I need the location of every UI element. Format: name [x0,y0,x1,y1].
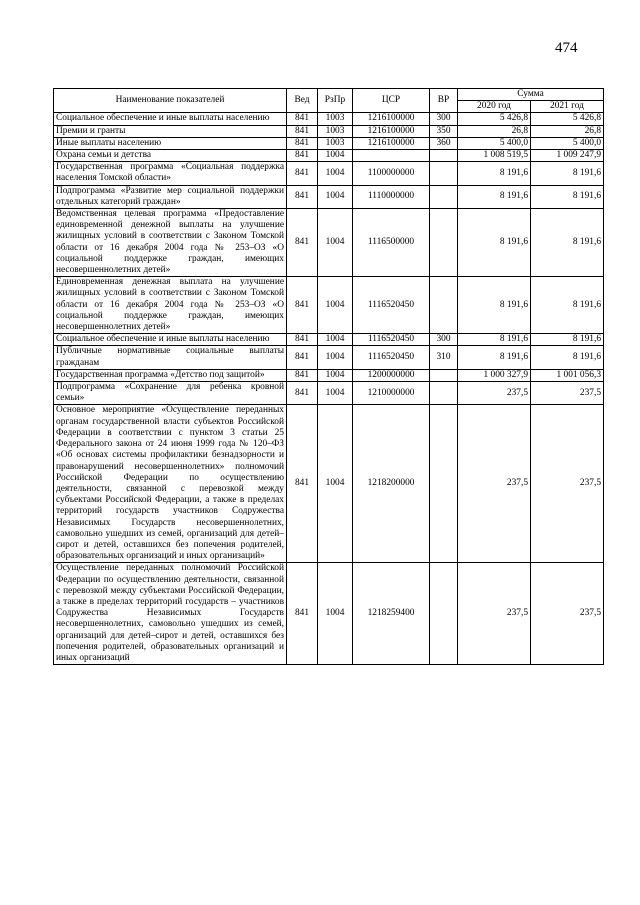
cell-name: Премии и гранты [54,125,287,137]
cell-name: Подпрограмма «Развитие мер социальной поддержки отдельных категорий граждан» [54,185,287,208]
table-row [54,209,604,277]
cell-name: Иные выплаты населению [54,137,287,149]
cell-csr: 1100000000 [353,162,430,185]
cell-ved: 841 [287,382,318,405]
cell-csr: 1218259400 [353,563,430,665]
cell-csr: 1116500000 [353,209,430,277]
cell-csr: 1116520450 [353,346,430,369]
cell-vr [430,209,458,277]
table-row [54,150,604,162]
cell-2020: 8 191,6 [458,185,531,208]
cell-ved: 841 [287,334,318,346]
cell-rzpr: 1003 [318,137,353,149]
header-csr: ЦСР [353,89,430,113]
cell-ved: 841 [287,563,318,665]
cell-name: Государственная программа «Детство под защитой» [54,369,287,381]
cell-csr: 1110000000 [353,185,430,208]
cell-csr: 1216100000 [353,137,430,149]
cell-2021: 1 001 056,3 [531,369,604,381]
cell-csr: 1218200000 [353,405,430,563]
cell-name: Социальное обеспечение и иные выплаты населению [54,113,287,125]
cell-csr: 1216100000 [353,125,430,137]
cell-2020: 26,8 [458,125,531,137]
header-2021: 2021 год [531,101,604,113]
cell-rzpr: 1004 [318,346,353,369]
cell-name: Основное мероприятие «Осуществление переданных органам государственной власти субъектов Российской Федерации в соответствии с пунктом 3 статьи 25 Федерального закона от 24 июня 1999 года № 120–ФЗ «Об основах системы профилактики безнадзорности и правонарушений несовершеннолетних» полномочий Российской Федерации по осуществлению деятельности, связанной с перевозкой между субъектами Российской Федерации, а также в пределах территорий государств участников Содружества Независимых Государств несовершеннолетних, самовольно ушедших из семей, организаций для детей–сирот и детей, оставшихся без попечения родителей, образовательных организаций и иных организаций» [54,405,287,563]
cell-name: Осуществление переданных полномочий Российской Федерации по осуществлению деятельности, связанной с перевозкой между субъектами Российской Федерации, а также в пределах территорий государств – участников Содружества Независимых Государств несовершеннолетних, самовольно ушедших из семей, организаций для детей–сирот и детей, оставшихся без попечения родителей, образовательных организаций и иных организаций [54,563,287,665]
cell-2021: 8 191,6 [531,209,604,277]
budget-table [53,88,604,665]
header-2020: 2020 год [458,101,531,113]
cell-rzpr: 1004 [318,150,353,162]
cell-2020: 8 191,6 [458,346,531,369]
header-name: Наименование показателей [54,89,287,113]
cell-2021: 5 426,8 [531,113,604,125]
table-row [54,185,604,208]
cell-ved: 841 [287,405,318,563]
cell-ved: 841 [287,185,318,208]
cell-name: Единовременная денежная выплата на улучшение жилищных условий в соответствии с Законом Томской области от 16 декабря 2004 года № 253–ОЗ «О социальной поддержке граждан, имеющих несовершеннолетних детей» [54,277,287,334]
cell-2020: 5 400,0 [458,137,531,149]
table-row [54,277,604,334]
cell-vr [430,369,458,381]
header-sum: Сумма [458,89,604,101]
cell-2020: 8 191,6 [458,277,531,334]
cell-rzpr: 1003 [318,125,353,137]
cell-2021: 26,8 [531,125,604,137]
header-ved: Вед [287,89,318,113]
cell-2020: 237,5 [458,405,531,563]
cell-2021: 8 191,6 [531,185,604,208]
cell-rzpr: 1003 [318,113,353,125]
cell-2021: 237,5 [531,382,604,405]
cell-ved: 841 [287,150,318,162]
cell-rzpr: 1004 [318,277,353,334]
table-row [54,162,604,185]
cell-2020: 1 008 519,5 [458,150,531,162]
cell-2021: 237,5 [531,405,604,563]
cell-vr: 310 [430,346,458,369]
cell-rzpr: 1004 [318,382,353,405]
table-row [54,113,604,125]
cell-ved: 841 [287,137,318,149]
cell-ved: 841 [287,162,318,185]
table-row [54,334,604,346]
cell-vr [430,382,458,405]
cell-csr: 1116520450 [353,277,430,334]
header-row [54,89,604,101]
cell-name: Государственная программа «Социальная поддержка населения Томской области» [54,162,287,185]
cell-csr [353,150,430,162]
cell-2020: 8 191,6 [458,334,531,346]
cell-vr: 360 [430,137,458,149]
cell-rzpr: 1004 [318,405,353,563]
table-row [54,369,604,381]
table-row [54,563,604,665]
table-row [54,382,604,405]
cell-rzpr: 1004 [318,563,353,665]
header-vr: ВР [430,89,458,113]
cell-vr [430,277,458,334]
cell-ved: 841 [287,125,318,137]
cell-2021: 237,5 [531,563,604,665]
cell-csr: 1210000000 [353,382,430,405]
cell-ved: 841 [287,209,318,277]
cell-ved: 841 [287,369,318,381]
cell-name: Подпрограмма «Сохранение для ребенка кровной семьи» [54,382,287,405]
cell-2020: 1 000 327,9 [458,369,531,381]
cell-2021: 5 400,0 [531,137,604,149]
cell-csr: 1116520450 [353,334,430,346]
cell-rzpr: 1004 [318,209,353,277]
cell-vr [430,150,458,162]
table-row [54,137,604,149]
cell-vr: 350 [430,125,458,137]
header-rzpr: РзПр [318,89,353,113]
cell-vr [430,563,458,665]
cell-2021: 8 191,6 [531,162,604,185]
cell-2021: 8 191,6 [531,346,604,369]
cell-2020: 8 191,6 [458,209,531,277]
page-number: 474 [555,40,578,56]
table-row [54,346,604,369]
cell-name: Социальное обеспечение и иные выплаты населению [54,334,287,346]
cell-2020: 5 426,8 [458,113,531,125]
cell-vr: 300 [430,113,458,125]
cell-csr: 1216100000 [353,113,430,125]
table-row [54,125,604,137]
cell-vr [430,185,458,208]
table-body [54,113,604,665]
cell-ved: 841 [287,346,318,369]
cell-2020: 237,5 [458,563,531,665]
cell-2020: 237,5 [458,382,531,405]
cell-2021: 8 191,6 [531,277,604,334]
cell-vr [430,405,458,563]
cell-2021: 8 191,6 [531,334,604,346]
cell-name: Публичные нормативные социальные выплаты гражданам [54,346,287,369]
cell-vr: 300 [430,334,458,346]
cell-name: Охрана семьи и детства [54,150,287,162]
table-row [54,405,604,563]
cell-ved: 841 [287,113,318,125]
cell-csr: 1200000000 [353,369,430,381]
cell-2021: 1 009 247,9 [531,150,604,162]
cell-rzpr: 1004 [318,162,353,185]
cell-rzpr: 1004 [318,369,353,381]
cell-name: Ведомственная целевая программа «Предоставление единовременной денежной выплаты на улучшение жилищных условий в соответствии с Законом Томской области от 16 декабря 2004 года № 253–ОЗ «О социальной поддержке граждан, имеющих несовершеннолетних детей» [54,209,287,277]
cell-ved: 841 [287,277,318,334]
cell-vr [430,162,458,185]
cell-rzpr: 1004 [318,334,353,346]
cell-rzpr: 1004 [318,185,353,208]
cell-2020: 8 191,6 [458,162,531,185]
